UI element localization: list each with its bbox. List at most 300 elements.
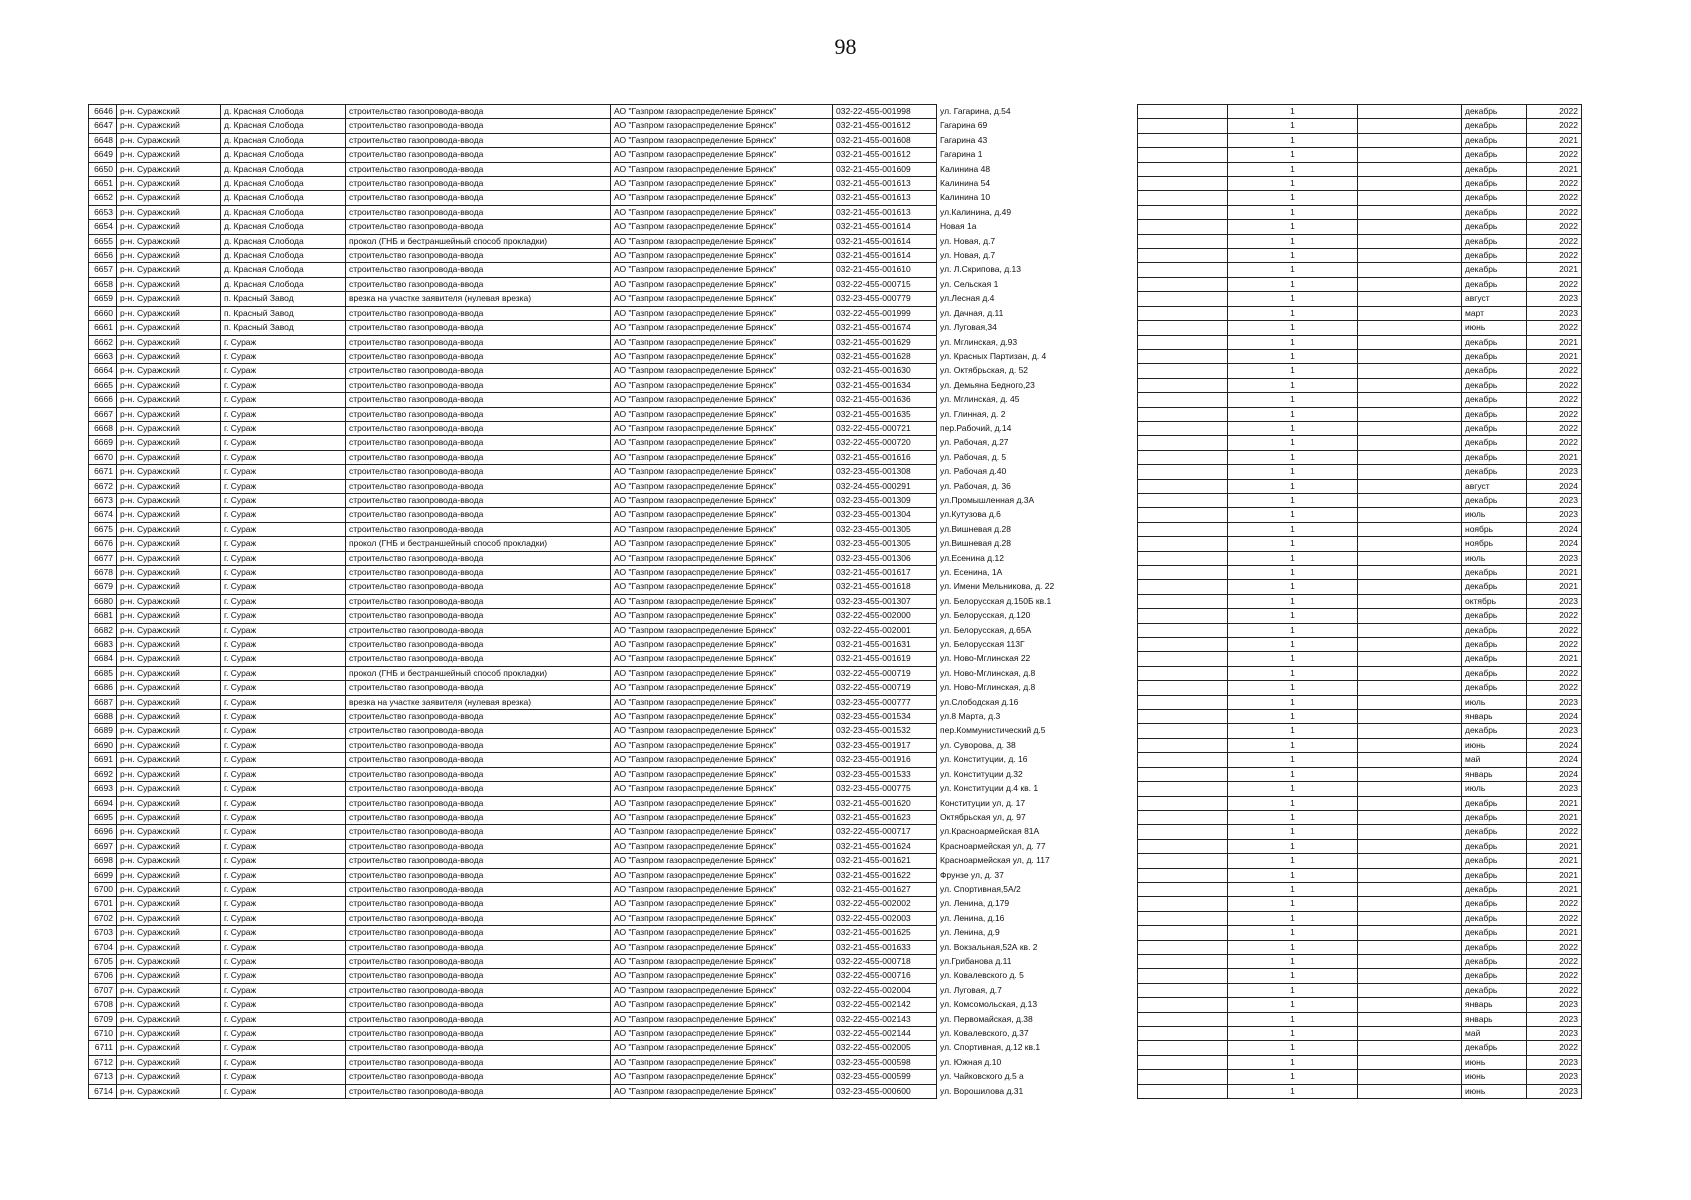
table-row — [89, 609, 1088, 623]
company-cell: АО "Газпром газораспределение Брянск" — [611, 954, 833, 968]
district-cell: р-н. Суражский — [117, 479, 221, 493]
work-type-cell: строительство газопровода-ввода — [346, 940, 611, 954]
empty-cell — [1138, 926, 1228, 940]
locality-cell: г. Сураж — [221, 479, 346, 493]
empty-cell — [1138, 767, 1228, 781]
month-cell: декабрь — [1462, 1041, 1527, 1055]
address-cell: ул.Грибанова д.11 — [940, 955, 1012, 966]
month-cell: ноябрь — [1462, 522, 1527, 536]
locality-cell: г. Сураж — [221, 393, 346, 407]
quantity-cell: 1 — [1228, 782, 1358, 796]
empty-cell — [1358, 335, 1462, 349]
table-row — [89, 162, 1088, 176]
year-cell: 2023 — [1527, 1084, 1582, 1098]
locality-cell: д. Красная Слобода — [221, 249, 346, 263]
month-cell: декабрь — [1462, 450, 1527, 464]
address-cell: ул. Конституции д.4 кв. 1 — [940, 783, 1039, 794]
code-cell: 032-23-455-001305 — [833, 522, 937, 536]
year-cell: 2024 — [1527, 767, 1582, 781]
locality-cell: д. Красная Слобода — [221, 162, 346, 176]
month-cell: декабрь — [1462, 436, 1527, 450]
locality-cell: г. Сураж — [221, 1012, 346, 1026]
company-cell: АО "Газпром газораспределение Брянск" — [611, 277, 833, 291]
district-cell: р-н. Суражский — [117, 695, 221, 709]
year-cell: 2021 — [1527, 652, 1582, 666]
row-number: 6675 — [89, 522, 117, 536]
quantity-cell: 1 — [1228, 133, 1358, 147]
empty-cell — [1358, 105, 1462, 119]
month-cell: декабрь — [1462, 393, 1527, 407]
empty-cell — [1358, 148, 1462, 162]
empty-cell — [1138, 277, 1228, 291]
work-type-cell: строительство газопровода-ввода — [346, 796, 611, 810]
locality-cell: г. Сураж — [221, 364, 346, 378]
quantity-cell: 1 — [1228, 839, 1358, 853]
empty-cell — [1138, 882, 1228, 896]
table-row — [89, 493, 1088, 507]
district-cell: р-н. Суражский — [117, 335, 221, 349]
company-cell: АО "Газпром газораспределение Брянск" — [611, 105, 833, 119]
locality-cell: г. Сураж — [221, 954, 346, 968]
address-cell: ул. Л.Скрипова, д.13 — [940, 264, 1021, 275]
schedule-row — [1138, 681, 1582, 695]
code-cell: 032-22-455-001999 — [833, 306, 937, 320]
quantity-cell: 1 — [1228, 825, 1358, 839]
code-cell: 032-22-455-001998 — [833, 105, 937, 119]
empty-cell — [1358, 378, 1462, 392]
month-cell: май — [1462, 753, 1527, 767]
work-type-cell: строительство газопровода-ввода — [346, 277, 611, 291]
schedule-row — [1138, 594, 1582, 608]
year-cell: 2022 — [1527, 191, 1582, 205]
address-cell: ул. Ворошилова д.31 — [940, 1085, 1024, 1096]
empty-cell — [1358, 839, 1462, 853]
locality-cell: д. Красная Слобода — [221, 177, 346, 191]
table-row — [89, 753, 1088, 767]
locality-cell: г. Сураж — [221, 825, 346, 839]
quantity-cell: 1 — [1228, 926, 1358, 940]
schedule-row — [1138, 133, 1582, 147]
month-cell: декабрь — [1462, 724, 1527, 738]
address-cell: ул. Ленина, д.179 — [940, 898, 1010, 909]
table-row — [89, 421, 1088, 435]
address-cell: ул. Чайковского д.5 а — [940, 1071, 1024, 1082]
work-type-cell: строительство газопровода-ввода — [346, 349, 611, 363]
empty-cell — [1358, 566, 1462, 580]
work-type-cell: строительство газопровода-ввода — [346, 609, 611, 623]
table-row — [89, 839, 1088, 853]
empty-cell — [1138, 465, 1228, 479]
row-number: 6705 — [89, 954, 117, 968]
row-number: 6666 — [89, 393, 117, 407]
address-cell: ул. Глинная, д. 2 — [940, 408, 1006, 419]
schedule-row — [1138, 926, 1582, 940]
row-number: 6691 — [89, 753, 117, 767]
company-cell: АО "Газпром газораспределение Брянск" — [611, 335, 833, 349]
row-number: 6702 — [89, 911, 117, 925]
month-cell: август — [1462, 292, 1527, 306]
month-cell: декабрь — [1462, 882, 1527, 896]
quantity-cell: 1 — [1228, 421, 1358, 435]
table-row — [89, 522, 1088, 536]
quantity-cell: 1 — [1228, 882, 1358, 896]
schedule-row — [1138, 1041, 1582, 1055]
district-cell: р-н. Суражский — [117, 652, 221, 666]
address-cell: Конституции ул, д. 17 — [940, 797, 1026, 808]
quantity-cell: 1 — [1228, 508, 1358, 522]
row-number: 6667 — [89, 407, 117, 421]
address-cell: ул. Рабочая, д.27 — [940, 437, 1009, 448]
work-type-cell: строительство газопровода-ввода — [346, 162, 611, 176]
district-cell: р-н. Суражский — [117, 349, 221, 363]
code-cell: 032-21-455-001612 — [833, 119, 937, 133]
locality-cell: г. Сураж — [221, 594, 346, 608]
empty-cell — [1358, 753, 1462, 767]
table-row — [89, 1055, 1088, 1069]
row-number: 6662 — [89, 335, 117, 349]
empty-cell — [1138, 940, 1228, 954]
year-cell: 2024 — [1527, 753, 1582, 767]
row-number: 6699 — [89, 868, 117, 882]
empty-cell — [1138, 566, 1228, 580]
table-row — [89, 1084, 1088, 1098]
address-cell: ул. Новая, д.7 — [940, 235, 996, 246]
quantity-cell: 1 — [1228, 191, 1358, 205]
address-cell: ул.Слободская д.16 — [940, 696, 1019, 707]
company-cell: АО "Газпром газораспределение Брянск" — [611, 969, 833, 983]
table-row — [89, 465, 1088, 479]
company-cell: АО "Газпром газораспределение Брянск" — [611, 940, 833, 954]
empty-cell — [1358, 1041, 1462, 1055]
empty-cell — [1138, 191, 1228, 205]
schedule-row — [1138, 191, 1582, 205]
year-cell: 2022 — [1527, 220, 1582, 234]
empty-cell — [1138, 321, 1228, 335]
table-row — [89, 695, 1088, 709]
schedule-row — [1138, 292, 1582, 306]
month-cell: декабрь — [1462, 796, 1527, 810]
empty-cell — [1138, 623, 1228, 637]
month-cell: декабрь — [1462, 105, 1527, 119]
schedule-row — [1138, 882, 1582, 896]
quantity-cell: 1 — [1228, 566, 1358, 580]
work-type-cell: прокол (ГНБ и бестраншейный способ прокладки) — [346, 234, 611, 248]
district-cell: р-н. Суражский — [117, 407, 221, 421]
empty-cell — [1358, 609, 1462, 623]
row-number: 6698 — [89, 854, 117, 868]
month-cell: декабрь — [1462, 868, 1527, 882]
code-cell: 032-21-455-001630 — [833, 364, 937, 378]
empty-cell — [1138, 911, 1228, 925]
quantity-cell: 1 — [1228, 983, 1358, 997]
empty-cell — [1358, 998, 1462, 1012]
empty-cell — [1358, 1070, 1462, 1084]
empty-cell — [1358, 407, 1462, 421]
schedule-row — [1138, 335, 1582, 349]
company-cell: АО "Газпром газораспределение Брянск" — [611, 1012, 833, 1026]
quantity-cell: 1 — [1228, 263, 1358, 277]
row-number: 6692 — [89, 767, 117, 781]
quantity-cell: 1 — [1228, 609, 1358, 623]
locality-cell: г. Сураж — [221, 522, 346, 536]
district-cell: р-н. Суражский — [117, 854, 221, 868]
row-number: 6680 — [89, 594, 117, 608]
empty-cell — [1138, 681, 1228, 695]
locality-cell: п. Красный Завод — [221, 292, 346, 306]
empty-cell — [1358, 465, 1462, 479]
empty-cell — [1138, 249, 1228, 263]
month-cell: январь — [1462, 710, 1527, 724]
work-type-cell: строительство газопровода-ввода — [346, 810, 611, 824]
company-cell: АО "Газпром газораспределение Брянск" — [611, 537, 833, 551]
month-cell: декабрь — [1462, 421, 1527, 435]
month-cell: декабрь — [1462, 263, 1527, 277]
month-cell: декабрь — [1462, 926, 1527, 940]
schedule-table — [1137, 104, 1582, 1099]
row-number: 6696 — [89, 825, 117, 839]
row-number: 6694 — [89, 796, 117, 810]
code-cell: 032-21-455-001633 — [833, 940, 937, 954]
company-cell: АО "Газпром газораспределение Брянск" — [611, 551, 833, 565]
month-cell: декабрь — [1462, 148, 1527, 162]
company-cell: АО "Газпром газораспределение Брянск" — [611, 926, 833, 940]
year-cell: 2023 — [1527, 1055, 1582, 1069]
empty-cell — [1358, 364, 1462, 378]
table-row — [89, 638, 1088, 652]
year-cell: 2022 — [1527, 378, 1582, 392]
quantity-cell: 1 — [1228, 465, 1358, 479]
address-cell: ул. Ковалевского, д.37 — [940, 1028, 1029, 1038]
locality-cell: г. Сураж — [221, 652, 346, 666]
year-cell: 2022 — [1527, 421, 1582, 435]
company-cell: АО "Газпром газораспределение Брянск" — [611, 479, 833, 493]
code-cell: 032-23-455-000598 — [833, 1055, 937, 1069]
code-cell: 032-23-455-001305 — [833, 537, 937, 551]
locality-cell: г. Сураж — [221, 767, 346, 781]
locality-cell: г. Сураж — [221, 882, 346, 896]
address-cell: ул.Промышленная д.3А — [940, 494, 1035, 505]
locality-cell: г. Сураж — [221, 710, 346, 724]
locality-cell: г. Сураж — [221, 926, 346, 940]
schedule-row — [1138, 306, 1582, 320]
work-type-cell: строительство газопровода-ввода — [346, 177, 611, 191]
schedule-row — [1138, 839, 1582, 853]
locality-cell: г. Сураж — [221, 465, 346, 479]
year-cell: 2022 — [1527, 105, 1582, 119]
schedule-row — [1138, 1027, 1582, 1041]
table-row — [89, 1041, 1088, 1055]
locality-cell: г. Сураж — [221, 695, 346, 709]
year-cell: 2021 — [1527, 566, 1582, 580]
district-cell: р-н. Суражский — [117, 796, 221, 810]
code-cell: 032-23-455-000777 — [833, 695, 937, 709]
empty-cell — [1138, 580, 1228, 594]
address-cell: ул. Комсомольская, д.13 — [940, 999, 1038, 1010]
month-cell: декабрь — [1462, 969, 1527, 983]
year-cell: 2021 — [1527, 854, 1582, 868]
year-cell: 2022 — [1527, 897, 1582, 911]
table-row — [89, 998, 1088, 1012]
month-cell: июнь — [1462, 1055, 1527, 1069]
month-cell: январь — [1462, 998, 1527, 1012]
address-cell: Фрунзе ул, д. 37 — [940, 869, 1004, 880]
address-cell: ул. Ковалевского д. 5 — [940, 970, 1024, 981]
code-cell: 032-23-455-001916 — [833, 753, 937, 767]
company-cell: АО "Газпром газораспределение Брянск" — [611, 782, 833, 796]
quantity-cell: 1 — [1228, 234, 1358, 248]
locality-cell: г. Сураж — [221, 349, 346, 363]
schedule-row — [1138, 263, 1582, 277]
empty-cell — [1358, 940, 1462, 954]
empty-cell — [1358, 796, 1462, 810]
code-cell: 032-23-455-001308 — [833, 465, 937, 479]
row-number: 6683 — [89, 638, 117, 652]
row-number: 6693 — [89, 782, 117, 796]
locality-cell: д. Красная Слобода — [221, 205, 346, 219]
code-cell: 032-21-455-001629 — [833, 335, 937, 349]
district-cell: р-н. Суражский — [117, 810, 221, 824]
locality-cell: д. Красная Слобода — [221, 220, 346, 234]
year-cell: 2022 — [1527, 205, 1582, 219]
month-cell: декабрь — [1462, 983, 1527, 997]
row-number: 6687 — [89, 695, 117, 709]
month-cell: декабрь — [1462, 177, 1527, 191]
district-cell: р-н. Суражский — [117, 1084, 221, 1098]
schedule-row — [1138, 508, 1582, 522]
year-cell: 2022 — [1527, 911, 1582, 925]
quantity-cell: 1 — [1228, 1070, 1358, 1084]
code-cell: 032-22-455-002004 — [833, 983, 937, 997]
empty-cell — [1358, 623, 1462, 637]
table-row — [89, 1070, 1088, 1084]
quantity-cell: 1 — [1228, 580, 1358, 594]
month-cell: июль — [1462, 508, 1527, 522]
code-cell: 032-23-455-001307 — [833, 594, 937, 608]
code-cell: 032-21-455-001621 — [833, 854, 937, 868]
year-cell: 2021 — [1527, 450, 1582, 464]
work-type-cell: строительство газопровода-ввода — [346, 983, 611, 997]
code-cell: 032-21-455-001674 — [833, 321, 937, 335]
year-cell: 2022 — [1527, 321, 1582, 335]
table-row — [89, 263, 1088, 277]
table-row — [89, 292, 1088, 306]
year-cell: 2021 — [1527, 810, 1582, 824]
address-cell: ул. Ново-Мглинская 22 — [940, 653, 1031, 664]
company-cell: АО "Газпром газораспределение Брянск" — [611, 911, 833, 925]
company-cell: АО "Газпром газораспределение Брянск" — [611, 364, 833, 378]
empty-cell — [1138, 969, 1228, 983]
quantity-cell: 1 — [1228, 998, 1358, 1012]
schedule-row — [1138, 796, 1582, 810]
month-cell: декабрь — [1462, 897, 1527, 911]
empty-cell — [1138, 983, 1228, 997]
address-cell: ул.Вишневая д.28 — [940, 523, 1011, 534]
year-cell: 2022 — [1527, 825, 1582, 839]
schedule-row — [1138, 738, 1582, 752]
company-cell: АО "Газпром газораспределение Брянск" — [611, 1084, 833, 1098]
district-cell: р-н. Суражский — [117, 493, 221, 507]
work-type-cell: строительство газопровода-ввода — [346, 782, 611, 796]
table-row — [89, 652, 1088, 666]
schedule-row — [1138, 551, 1582, 565]
district-cell: р-н. Суражский — [117, 666, 221, 680]
district-cell: р-н. Суражский — [117, 911, 221, 925]
table-row — [89, 537, 1088, 551]
district-cell: р-н. Суражский — [117, 609, 221, 623]
row-number: 6688 — [89, 710, 117, 724]
locality-cell: д. Красная Слобода — [221, 234, 346, 248]
schedule-row — [1138, 105, 1582, 119]
code-cell: 032-21-455-001635 — [833, 407, 937, 421]
month-cell: март — [1462, 306, 1527, 320]
schedule-row — [1138, 421, 1582, 435]
code-cell: 032-22-455-000719 — [833, 666, 937, 680]
year-cell: 2021 — [1527, 580, 1582, 594]
table-row — [89, 321, 1088, 335]
table-row — [89, 508, 1088, 522]
empty-cell — [1358, 897, 1462, 911]
schedule-row — [1138, 205, 1582, 219]
work-type-cell: строительство газопровода-ввода — [346, 954, 611, 968]
district-cell: р-н. Суражский — [117, 638, 221, 652]
row-number: 6656 — [89, 249, 117, 263]
schedule-row — [1138, 666, 1582, 680]
empty-cell — [1358, 537, 1462, 551]
year-cell: 2021 — [1527, 335, 1582, 349]
year-cell: 2022 — [1527, 234, 1582, 248]
quantity-cell: 1 — [1228, 436, 1358, 450]
company-cell: АО "Газпром газораспределение Брянск" — [611, 177, 833, 191]
quantity-cell: 1 — [1228, 954, 1358, 968]
month-cell: июнь — [1462, 738, 1527, 752]
address-cell: ул. Конституции д.32 — [940, 768, 1023, 779]
empty-cell — [1138, 393, 1228, 407]
month-cell: декабрь — [1462, 191, 1527, 205]
district-cell: р-н. Суражский — [117, 205, 221, 219]
year-cell: 2022 — [1527, 681, 1582, 695]
district-cell: р-н. Суражский — [117, 277, 221, 291]
empty-cell — [1138, 234, 1228, 248]
locality-cell: д. Красная Слобода — [221, 263, 346, 277]
district-cell: р-н. Суражский — [117, 623, 221, 637]
quantity-cell: 1 — [1228, 1041, 1358, 1055]
district-cell: р-н. Суражский — [117, 1027, 221, 1041]
work-type-cell: строительство газопровода-ввода — [346, 911, 611, 925]
work-type-cell: строительство газопровода-ввода — [346, 1070, 611, 1084]
code-cell: 032-21-455-001613 — [833, 205, 937, 219]
year-cell: 2022 — [1527, 393, 1582, 407]
work-type-cell: строительство газопровода-ввода — [346, 191, 611, 205]
quantity-cell: 1 — [1228, 249, 1358, 263]
company-cell: АО "Газпром газораспределение Брянск" — [611, 1027, 833, 1041]
row-number: 6647 — [89, 119, 117, 133]
year-cell: 2022 — [1527, 638, 1582, 652]
district-cell: р-н. Суражский — [117, 1055, 221, 1069]
schedule-row — [1138, 162, 1582, 176]
address-cell: ул. Южная д.10 — [940, 1056, 1002, 1067]
empty-cell — [1358, 868, 1462, 882]
schedule-row — [1138, 220, 1582, 234]
year-cell: 2022 — [1527, 623, 1582, 637]
company-cell: АО "Газпром газораспределение Брянск" — [611, 191, 833, 205]
quantity-cell: 1 — [1228, 321, 1358, 335]
empty-cell — [1138, 782, 1228, 796]
address-cell: ул. Спортивная,5А/2 — [940, 883, 1021, 894]
locality-cell: г. Сураж — [221, 681, 346, 695]
work-type-cell: строительство газопровода-ввода — [346, 897, 611, 911]
schedule-row — [1138, 1055, 1582, 1069]
code-cell: 032-23-455-001533 — [833, 767, 937, 781]
